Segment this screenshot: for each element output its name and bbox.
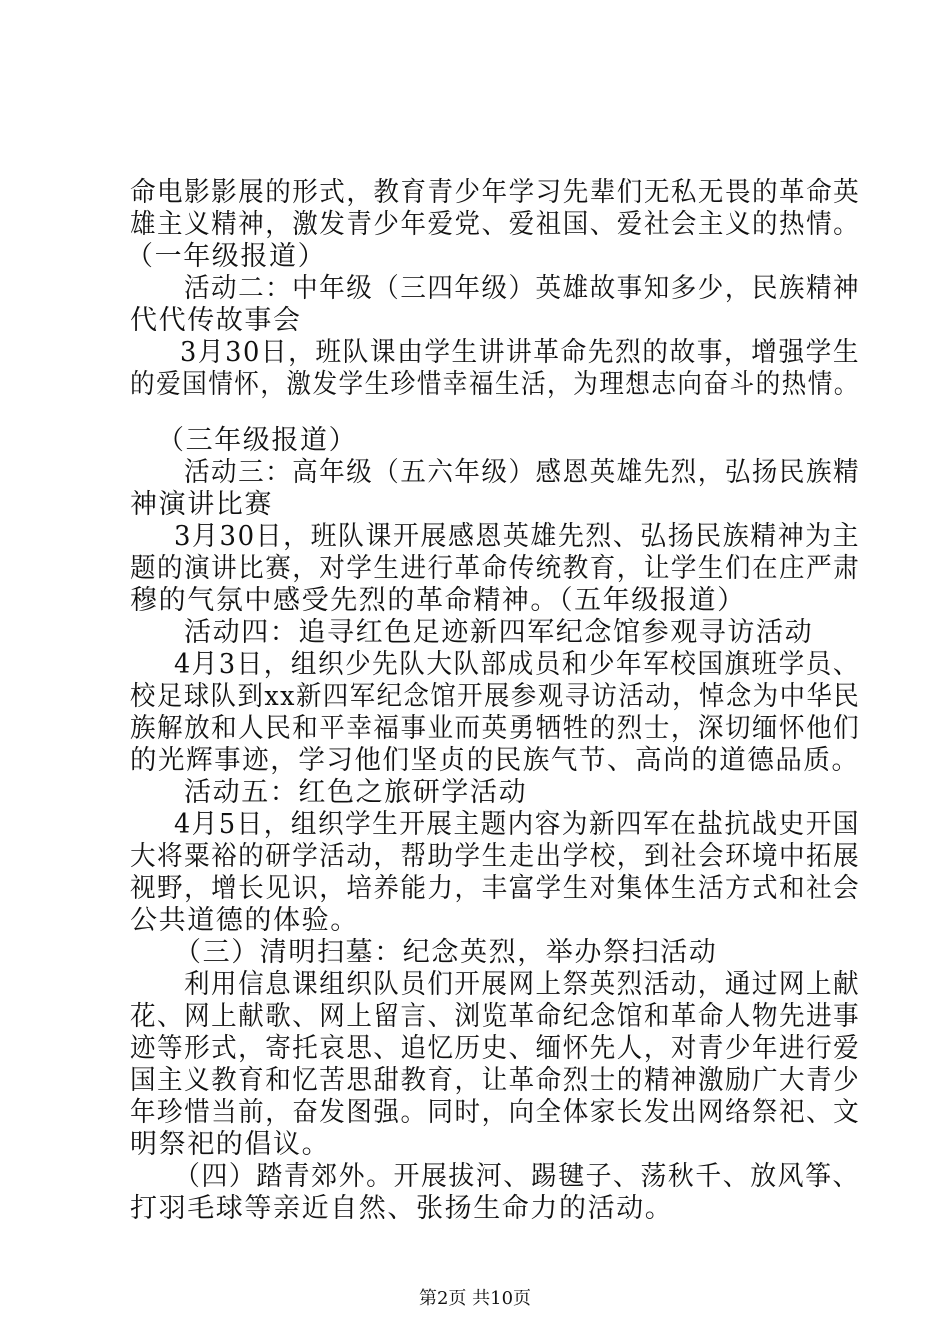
- text-line: 明祭祀的倡议。: [130, 1129, 331, 1160]
- text-line: （三）清明扫墓：纪念英烈，举办祭扫活动: [174, 937, 718, 968]
- text-line: 穆的气氛中感受先烈的革命精神。（五年级报道）: [130, 585, 746, 616]
- text-line: 的爱国情怀，激发学生珍惜幸福生活，为理想志向奋斗的热情。: [130, 369, 860, 400]
- text-line: 打羽毛球等亲近自然、张扬生命力的活动。: [130, 1193, 674, 1224]
- text-line: 活动二：中年级（三四年级）英雄故事知多少，民族精神: [184, 273, 861, 304]
- text-line: 的光辉事迹，学习他们坚贞的民族气节、高尚的道德品质。: [130, 745, 860, 776]
- text-line: 神演讲比赛: [130, 489, 273, 520]
- text-line: 公共道德的体验。: [130, 905, 359, 936]
- text-line: （三年级报道）: [157, 425, 358, 456]
- text-line: 国主义教育和忆苦思甜教育，让革命烈士的精神激励广大青少: [130, 1065, 861, 1096]
- text-line: 3月30日，班队课开展感恩英雄先烈、弘扬民族精神为主: [174, 521, 861, 552]
- text-line: 族解放和人民和平幸福事业而英勇牺牲的烈士，深切缅怀他们: [130, 713, 861, 744]
- text-line: 代代传故事会: [130, 305, 302, 336]
- text-line: 大将粟裕的研学活动，帮助学生走出学校，到社会环境中拓展: [130, 841, 861, 872]
- text-line: （一年级报道）: [126, 241, 327, 272]
- text-line: 活动五：红色之旅研学活动: [184, 777, 528, 808]
- text-line: （四）踏青郊外。开展拔河、踢毽子、荡秋千、放风筝、: [174, 1161, 860, 1192]
- text-line: 花、网上献歌、网上留言、浏览革命纪念馆和革命人物先进事: [130, 1001, 861, 1032]
- text-line: 命电影影展的形式，教育青少年学习先辈们无私无畏的革命英: [130, 177, 861, 208]
- text-line: 迹等形式，寄托哀思、追忆历史、缅怀先人，对青少年进行爱: [130, 1033, 861, 1064]
- text-line: 4月3日，组织少先队大队部成员和少年军校国旗班学员、: [174, 649, 860, 680]
- text-line: 活动三：高年级（五六年级）感恩英雄先烈，弘扬民族精: [184, 457, 861, 488]
- text-line: 利用信息课组织队员们开展网上祭英烈活动，通过网上献: [184, 969, 861, 1000]
- text-line: 年珍惜当前，奋发图强。同时，向全体家长发出网络祭祀、文: [130, 1097, 861, 1128]
- text-line: 校足球队到xx新四军纪念馆开展参观寻访活动，悼念为中华民: [130, 681, 861, 712]
- text-line: 3月30日，班队课由学生讲讲革命先烈的故事，增强学生: [180, 337, 861, 368]
- page-number: 第2页 共10页: [418, 1288, 532, 1309]
- text-line: 雄主义精神，激发青少年爱党、爱祖国、爱社会主义的热情。: [130, 209, 861, 240]
- text-line: 题的演讲比赛，对学生进行革命传统教育，让学生们在庄严肃: [130, 553, 861, 584]
- text-line: 活动四：追寻红色足迹新四军纪念馆参观寻访活动: [184, 617, 814, 648]
- text-line: 4月5日，组织学生开展主题内容为新四军在盐抗战史开国: [174, 809, 860, 840]
- text-line: 视野，增长见识，培养能力，丰富学生对集体生活方式和社会: [130, 873, 861, 904]
